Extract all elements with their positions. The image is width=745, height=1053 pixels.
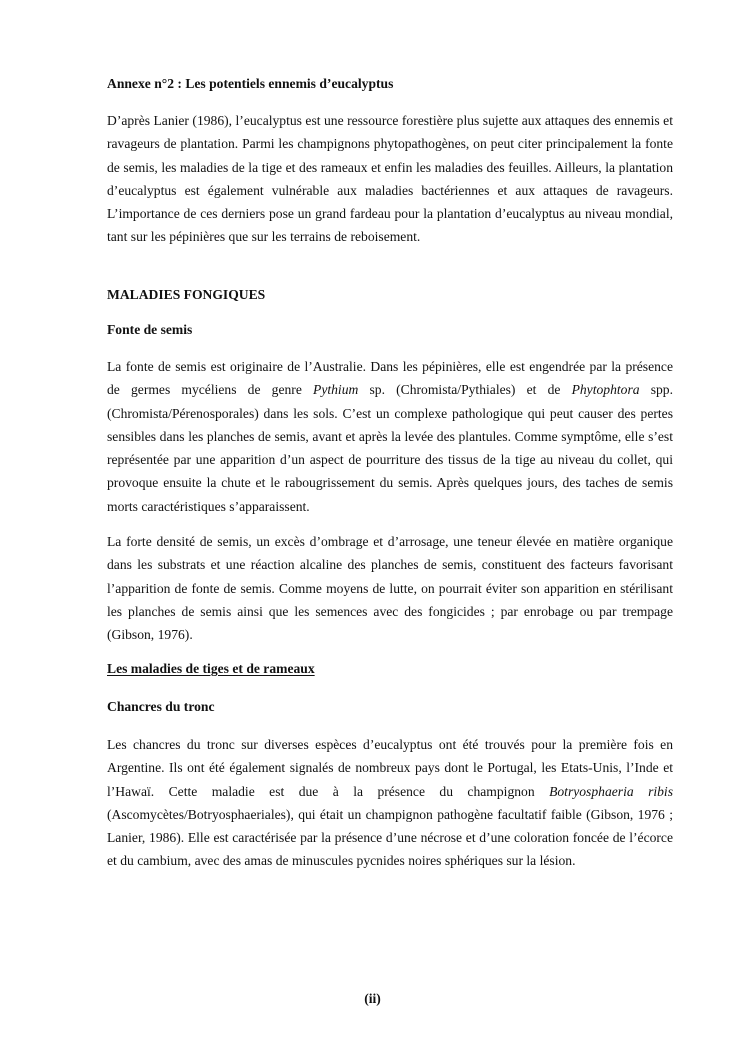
page-number: (ii) — [364, 991, 381, 1006]
genus-name-pythium: Pythium — [313, 382, 359, 398]
species-name-botryosphaeria: Botryosphaeria ribis — [549, 783, 673, 799]
trunk-cankers-paragraph — [107, 733, 673, 873]
text-run: La fonte de semis est originaire de l’Australie. Dans les pépinières, elle est engendrée par la présence de germes mycéliens de genre — [107, 359, 673, 398]
genus-name-phytophtora: Phytophtora — [571, 382, 640, 398]
text-run: sp. (Chromista/Pythiales) et de — [358, 382, 572, 398]
intro-paragraph: D’après Lanier (1986), l’eucalyptus est une ressource forestière plus sujette aux attaques des ennemis et ravageurs de plantation. Parmi les champignons phytopathogènes, on peut citer principalement la fonte de semis, les maladies de la tige et des rameaux et enfin les maladies des feuilles. Ailleurs, la plantation d’eucalyptus est également vulnérable aux maladies bactériennes et aux attaques de ravageurs. L’importance de ces derniers pose un grand fardeau pour la plantation d’eucalyptus au niveau mondial, tant sur les pépinières que sur les terrains de reboisement. — [107, 113, 673, 245]
document-page — [107, 0, 673, 1053]
damping-off-paragraph-1 — [107, 355, 673, 518]
annex-title: Annexe n°2 : Les potentiels ennemis d’eucalyptus — [107, 76, 394, 91]
subsection-heading-damping-off: Fonte de semis — [107, 322, 193, 337]
text-run: Les chancres du tronc sur diverses espèces d’eucalyptus ont été trouvés pour la première fois en Argentine. Ils ont été également signalés de nombreux pays dont le Portugal, les Etats-Unis, l’Inde et l’Hawaï. Cette maladie est due à la présence du champignon — [107, 737, 673, 799]
damping-off-paragraph-2: La forte densité de semis, un excès d’ombrage et d’arrosage, une teneur élevée en matière organique dans les substrats et une réaction alcaline des planches de semis, constituent des facteurs favorisant l’apparition de fonte de semis. Comme moyens de lutte, on pourrait éviter son apparition en stérilisant les planches de semis ainsi que les semences avec des fongicides ; par enrobage ou par trempage (Gibson, 1976). — [107, 534, 673, 643]
subsection-heading-trunk-cankers: Chancres du tronc — [107, 699, 215, 714]
text-run: spp. (Chromista/Pérenosporales) dans les sols. C’est un complexe pathologique qui peut causer des pertes sensibles dans les planches de semis, avant et après la levée des plantules. Comme symptôme, elle s’est représentée par une apparition d’un aspect de pourriture des tissus de la tige au niveau du collet, qui provoque ensuite la chute et le rabougrissement du semis. Après quelques jours, des taches de semis morts caractéristiques s’apparaissent. — [107, 382, 673, 514]
text-run: (Ascomycètes/Botryosphaeriales), qui était un champignon pathogène facultatif faible (Gibson, 1976 ; Lanier, 1986). Elle est caractérisée par la présence d’une nécrose et d’une coloration foncée de l’écorce et du cambium, avec des amas de minuscules pycnides noires sphériques sur la lésion. — [107, 806, 673, 869]
section-heading-stem-diseases: Les maladies de tiges et de rameaux — [107, 661, 315, 676]
section-heading-fungal-diseases: MALADIES FONGIQUES — [107, 287, 266, 302]
